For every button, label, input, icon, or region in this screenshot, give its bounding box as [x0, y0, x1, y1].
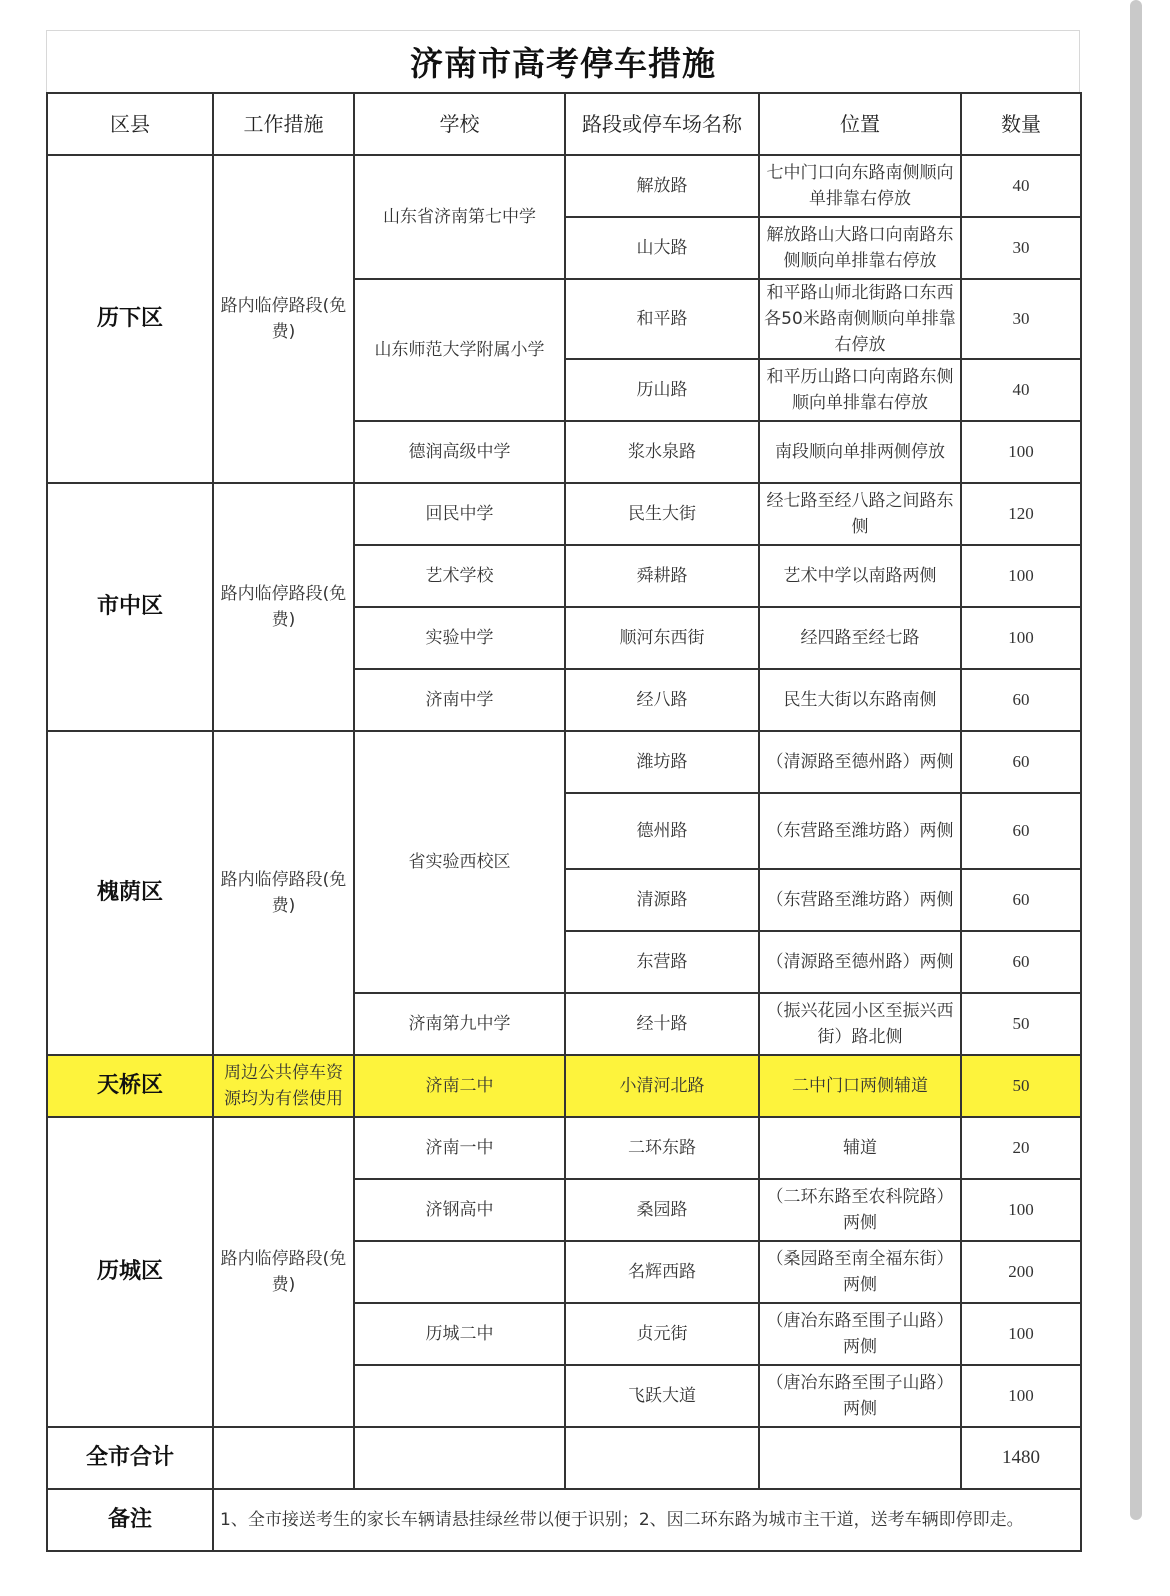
school-cell: 省实验西校区: [354, 731, 565, 993]
road-cell: 经十路: [565, 993, 759, 1055]
table-row: [47, 731, 1081, 793]
header-road: 路段或停车场名称: [565, 93, 759, 155]
table-row: [47, 155, 1081, 217]
school-cell: 济南中学: [354, 669, 565, 731]
position-cell: 二中门口两侧辅道: [759, 1055, 961, 1117]
measure-cell: 路内临停路段(免费): [213, 155, 354, 483]
parking-table: [46, 92, 1082, 1552]
school-cell: 历城二中: [354, 1303, 565, 1365]
header-row: [47, 93, 1081, 155]
empty-cell: [213, 1427, 354, 1489]
scrollbar[interactable]: [1130, 0, 1142, 1520]
road-cell: 解放路: [565, 155, 759, 217]
road-cell: 小清河北路: [565, 1055, 759, 1117]
road-cell: 浆水泉路: [565, 421, 759, 483]
count-cell: 100: [961, 1179, 1081, 1241]
school-cell: 德润高级中学: [354, 421, 565, 483]
parking-table-sheet: [46, 30, 1080, 1552]
count-cell: 100: [961, 545, 1081, 607]
road-cell: 经八路: [565, 669, 759, 731]
header-position: 位置: [759, 93, 961, 155]
school-cell: 济南一中: [354, 1117, 565, 1179]
measure-cell: 路内临停路段(免费): [213, 483, 354, 731]
district-cell: 历下区: [47, 155, 213, 483]
position-cell: （桑园路至南全福东街）两侧: [759, 1241, 961, 1303]
empty-cell: [759, 1427, 961, 1489]
count-cell: 30: [961, 217, 1081, 279]
position-cell: 南段顺向单排两侧停放: [759, 421, 961, 483]
school-cell: [354, 1241, 565, 1303]
position-cell: （振兴花园小区至振兴西街）路北侧: [759, 993, 961, 1055]
road-cell: 顺河东西街: [565, 607, 759, 669]
school-cell: 回民中学: [354, 483, 565, 545]
road-cell: 历山路: [565, 359, 759, 421]
header-count: 数量: [961, 93, 1081, 155]
header-district: 区县: [47, 93, 213, 155]
table-row-highlighted: [47, 1055, 1081, 1117]
position-cell: 七中门口向东路南侧顺向单排靠右停放: [759, 155, 961, 217]
count-cell: 20: [961, 1117, 1081, 1179]
count-cell: 60: [961, 869, 1081, 931]
road-cell: 和平路: [565, 279, 759, 359]
school-cell: 济南二中: [354, 1055, 565, 1117]
school-cell: 济钢高中: [354, 1179, 565, 1241]
road-cell: 名辉西路: [565, 1241, 759, 1303]
school-cell: 实验中学: [354, 607, 565, 669]
road-cell: 飞跃大道: [565, 1365, 759, 1427]
school-cell: 山东师范大学附属小学: [354, 279, 565, 421]
road-cell: 清源路: [565, 869, 759, 931]
district-cell: 历城区: [47, 1117, 213, 1427]
district-cell: 市中区: [47, 483, 213, 731]
count-cell: 120: [961, 483, 1081, 545]
total-row: [47, 1427, 1081, 1489]
position-cell: 和平历山路口向南路东侧顺向单排靠右停放: [759, 359, 961, 421]
school-cell: 艺术学校: [354, 545, 565, 607]
count-cell: 40: [961, 359, 1081, 421]
road-cell: 东营路: [565, 931, 759, 993]
count-cell: 60: [961, 669, 1081, 731]
count-cell: 40: [961, 155, 1081, 217]
count-cell: 100: [961, 607, 1081, 669]
header-measure: 工作措施: [213, 93, 354, 155]
total-label: 全市合计: [47, 1427, 213, 1489]
measure-cell: 周边公共停车资源均为有偿使用: [213, 1055, 354, 1117]
count-cell: 200: [961, 1241, 1081, 1303]
header-school: 学校: [354, 93, 565, 155]
count-cell: 100: [961, 1365, 1081, 1427]
measure-cell: 路内临停路段(免费): [213, 1117, 354, 1427]
position-cell: 艺术中学以南路两侧: [759, 545, 961, 607]
road-cell: 舜耕路: [565, 545, 759, 607]
count-cell: 60: [961, 931, 1081, 993]
count-cell: 100: [961, 1303, 1081, 1365]
empty-cell: [354, 1427, 565, 1489]
position-cell: 经七路至经八路之间路东侧: [759, 483, 961, 545]
position-cell: 辅道: [759, 1117, 961, 1179]
district-cell: 天桥区: [47, 1055, 213, 1117]
count-cell: 60: [961, 793, 1081, 869]
position-cell: （唐冶东路至围子山路）两侧: [759, 1365, 961, 1427]
position-cell: （唐冶东路至围子山路）两侧: [759, 1303, 961, 1365]
count-cell: 50: [961, 993, 1081, 1055]
empty-cell: [565, 1427, 759, 1489]
total-value: 1480: [961, 1427, 1081, 1489]
school-cell: 济南第九中学: [354, 993, 565, 1055]
table-row: [47, 1117, 1081, 1179]
count-cell: 50: [961, 1055, 1081, 1117]
position-cell: （清源路至德州路）两侧: [759, 931, 961, 993]
table-title: 济南市高考停车措施: [46, 30, 1080, 92]
count-cell: 30: [961, 279, 1081, 359]
remark-label: 备注: [47, 1489, 213, 1551]
position-cell: 经四路至经七路: [759, 607, 961, 669]
road-cell: 民生大街: [565, 483, 759, 545]
position-cell: 解放路山大路口向南路东侧顺向单排靠右停放: [759, 217, 961, 279]
school-cell: 山东省济南第七中学: [354, 155, 565, 279]
road-cell: 二环东路: [565, 1117, 759, 1179]
road-cell: 桑园路: [565, 1179, 759, 1241]
count-cell: 100: [961, 421, 1081, 483]
remark-text: 1、全市接送考生的家长车辆请悬挂绿丝带以便于识别；2、因二环东路为城市主干道，送考车辆即停即走。: [213, 1489, 1081, 1551]
road-cell: 贞元街: [565, 1303, 759, 1365]
district-cell: 槐荫区: [47, 731, 213, 1055]
position-cell: （东营路至潍坊路）两侧: [759, 869, 961, 931]
school-cell: [354, 1365, 565, 1427]
position-cell: （清源路至德州路）两侧: [759, 731, 961, 793]
road-cell: 德州路: [565, 793, 759, 869]
table-row: [47, 483, 1081, 545]
position-cell: （东营路至潍坊路）两侧: [759, 793, 961, 869]
count-cell: 60: [961, 731, 1081, 793]
position-cell: 和平路山师北街路口东西各50米路南侧顺向单排靠右停放: [759, 279, 961, 359]
position-cell: 民生大街以东路南侧: [759, 669, 961, 731]
remark-row: [47, 1489, 1081, 1551]
road-cell: 山大路: [565, 217, 759, 279]
measure-cell: 路内临停路段(免费): [213, 731, 354, 1055]
position-cell: （二环东路至农科院路）两侧: [759, 1179, 961, 1241]
road-cell: 潍坊路: [565, 731, 759, 793]
